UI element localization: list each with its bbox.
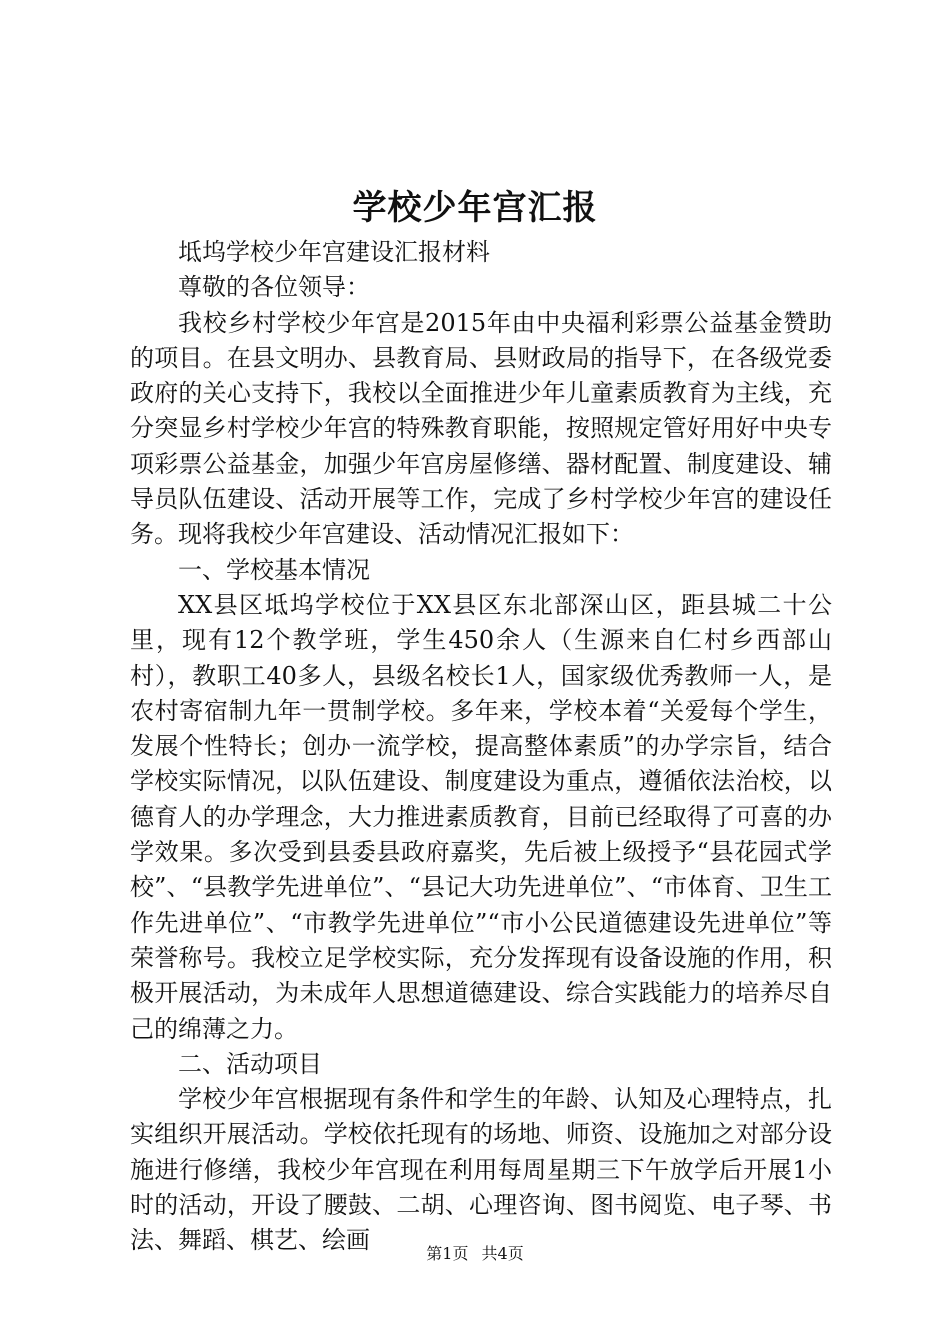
document-title: 学校少年宫汇报 bbox=[352, 188, 598, 228]
paragraph-basic-info: XX县区坻坞学校位于XX县区东北部深山区，距县城二十公里，现有12个教学班，学生450余人（生源来自仁村乡西部山村），教职工40多人，县级名校长1人，国家级优秀教师一人，是农村寄宿制九年一贯制学校。多年来，学校本着“关爱每个学生，发展个性特长；创办一流学校，提高整体素质”的办学宗旨，结合学校实际情况，以队伍建设、制度建设为重点，遵循依法治校，以德育人的办学理念，大力推进素质教育，目前已经取得了可喜的办学效果。多次受到县委县政府嘉奖，先后被上级授予“县花园式学校”、“县教学先进单位”、“县记大功先进单位”、“市体育、卫生工作先进单位”、“市教学先进单位”“市小公民道德建设先进单位”等荣誉称号。我校立足学校实际，充分发挥现有设备设施的作用，积极开展活动，为未成年人思想道德建设、综合实践能力的培养尽自己的绵薄之力。 bbox=[130, 590, 832, 1043]
paragraph-introduction: 我校乡村学校少年宫是2015年由中央福利彩票公益基金赞助的项目。在县文明办、县教育局、县财政局的指导下，在各级党委政府的关心支持下，我校以全面推进少年儿童素质教育为主线，充分突显乡村学校少年宫的特殊教育职能，按照规定管好用好中央专项彩票公益基金，加强少年宫房屋修缮、器材配置、制度建设、辅导员队伍建设、活动开展等工作，完成了乡村学校少年宫的建设任务。现将我校少年宫建设、活动情况汇报如下： bbox=[130, 308, 832, 549]
paragraph-salutation: 尊敬的各位领导： bbox=[178, 273, 370, 302]
document-body bbox=[130, 235, 832, 1259]
page-total: 共4页 bbox=[481, 1244, 524, 1263]
page-number: 第1页 bbox=[426, 1244, 469, 1263]
section-heading-basic-info: 一、学校基本情况 bbox=[178, 555, 370, 584]
paragraph-activities: 学校少年宫根据现有条件和学生的年龄、认知及心理特点，扎实组织开展活动。学校依托现有的场地、师资、设施加之对部分设施进行修缮，我校少年宫现在利用每周星期三下午放学后开展1小时的活动，开设了腰鼓、二胡、心理咨询、图书阅览、电子琴、书法、舞蹈、棋艺、绘画 bbox=[130, 1085, 832, 1255]
paragraph-subtitle: 坻坞学校少年宫建设汇报材料 bbox=[178, 238, 490, 266]
page-footer bbox=[0, 1243, 950, 1265]
section-heading-activities: 二、活动项目 bbox=[178, 1049, 322, 1078]
